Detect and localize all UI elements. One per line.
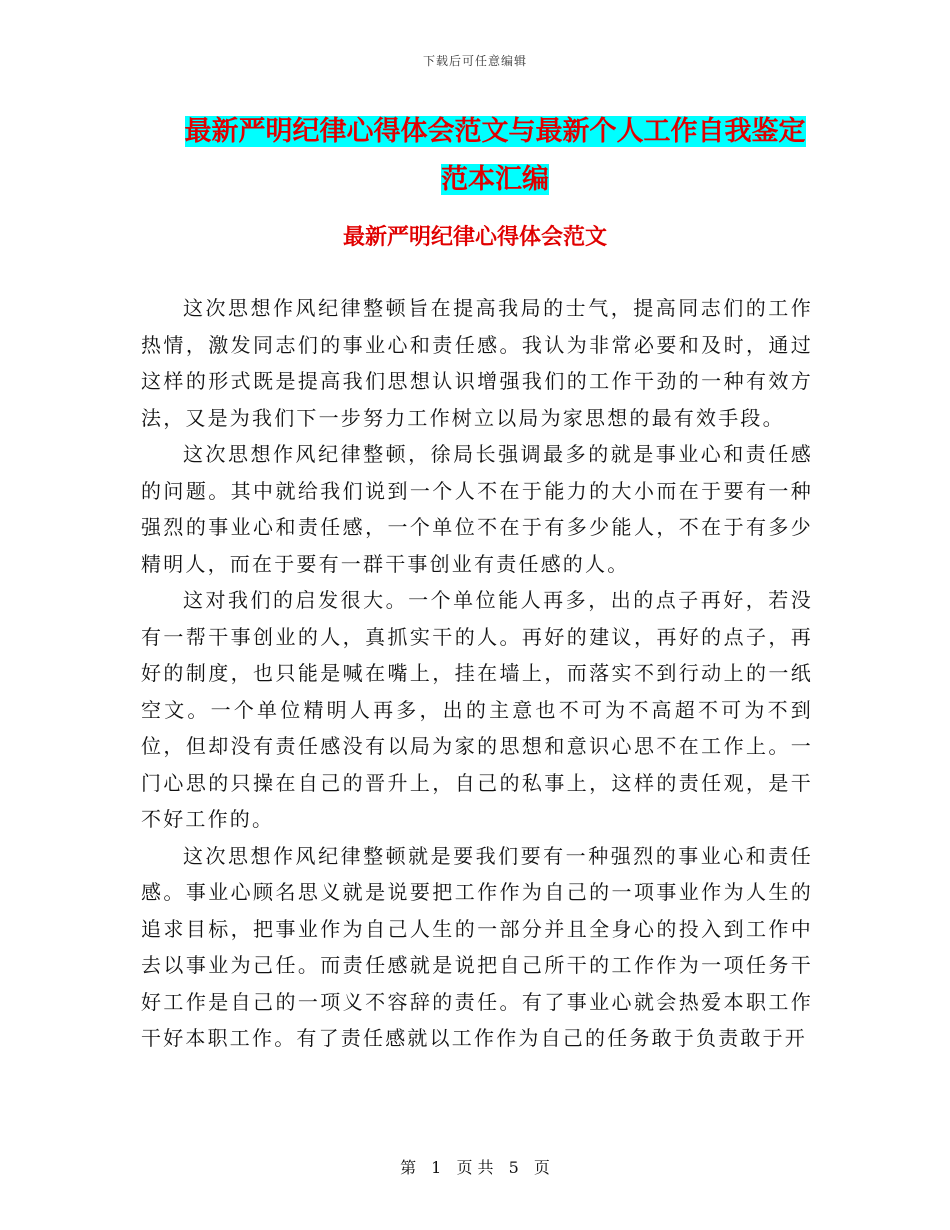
footer-prefix: 第 [400, 1158, 417, 1177]
current-page-number: 1 [431, 1158, 442, 1177]
section-title: 最新严明纪律心得体会范文 [342, 225, 607, 250]
header-note: 下载后可任意编辑 [422, 54, 527, 68]
document-title-line1: 最新严明纪律心得体会范文与最新个人工作自我鉴定 [184, 116, 806, 147]
document-title [140, 108, 850, 204]
footer-suffix: 页 [533, 1158, 550, 1177]
footer-mid: 页 共 [456, 1158, 494, 1177]
body-text [141, 290, 813, 1057]
paragraph-3: 这对我们的启发很大。一个单位能人再多，出的点子再好，若没有一帮干事创业的人，真抓实干的人。再好的建议，再好的点子，再好的制度，也只能是喊在嘴上，挂在墙上，而落实不到行动上的一纸空文。一个单位精明人再多，出的主意也不可为不高超不可为不到位，但却没有责任感没有以局为家的思想和意识心思不在工作上。一门心思的只操在自己的晋升上，自己的私事上，这样的责任观，是干不好工作的。 [141, 588, 813, 831]
document-title-line2: 范本汇编 [441, 164, 549, 195]
total-page-count: 5 [508, 1158, 519, 1177]
paragraph-2: 这次思想作风纪律整顿，徐局长强调最多的就是事业心和责任感的问题。其中就给我们说到一个人不在于能力的大小而在于要有一种强烈的事业心和责任感，一个单位不在于有多少能人，不在于有多少精明人，而在于要有一群干事创业有责任感的人。 [141, 442, 813, 576]
paragraph-1: 这次思想作风纪律整顿旨在提高我局的士气，提高同志们的工作热情，激发同志们的事业心和责任感。我认为非常必要和及时，通过这样的形式既是提高我们思想认识增强我们的工作干劲的一种有效方法，又是为我们下一步努力工作树立以局为家思想的最有效手段。 [141, 296, 813, 430]
paragraph-4: 这次思想作风纪律整顿就是要我们要有一种强烈的事业心和责任感。事业心顾名思义就是说要把工作作为自己的一项事业作为人生的追求目标，把事业作为自己人生的一部分并且全身心的投入到工作中去以事业为己任。而责任感就是说把自己所干的工作作为一项任务干好工作是自己的一项义不容辞的责任。有了事业心就会热爱本职工作干好本职工作。有了责任感就以工作作为自己的任务敢于负责敢于开 [141, 843, 813, 1050]
page-footer [0, 1155, 950, 1178]
